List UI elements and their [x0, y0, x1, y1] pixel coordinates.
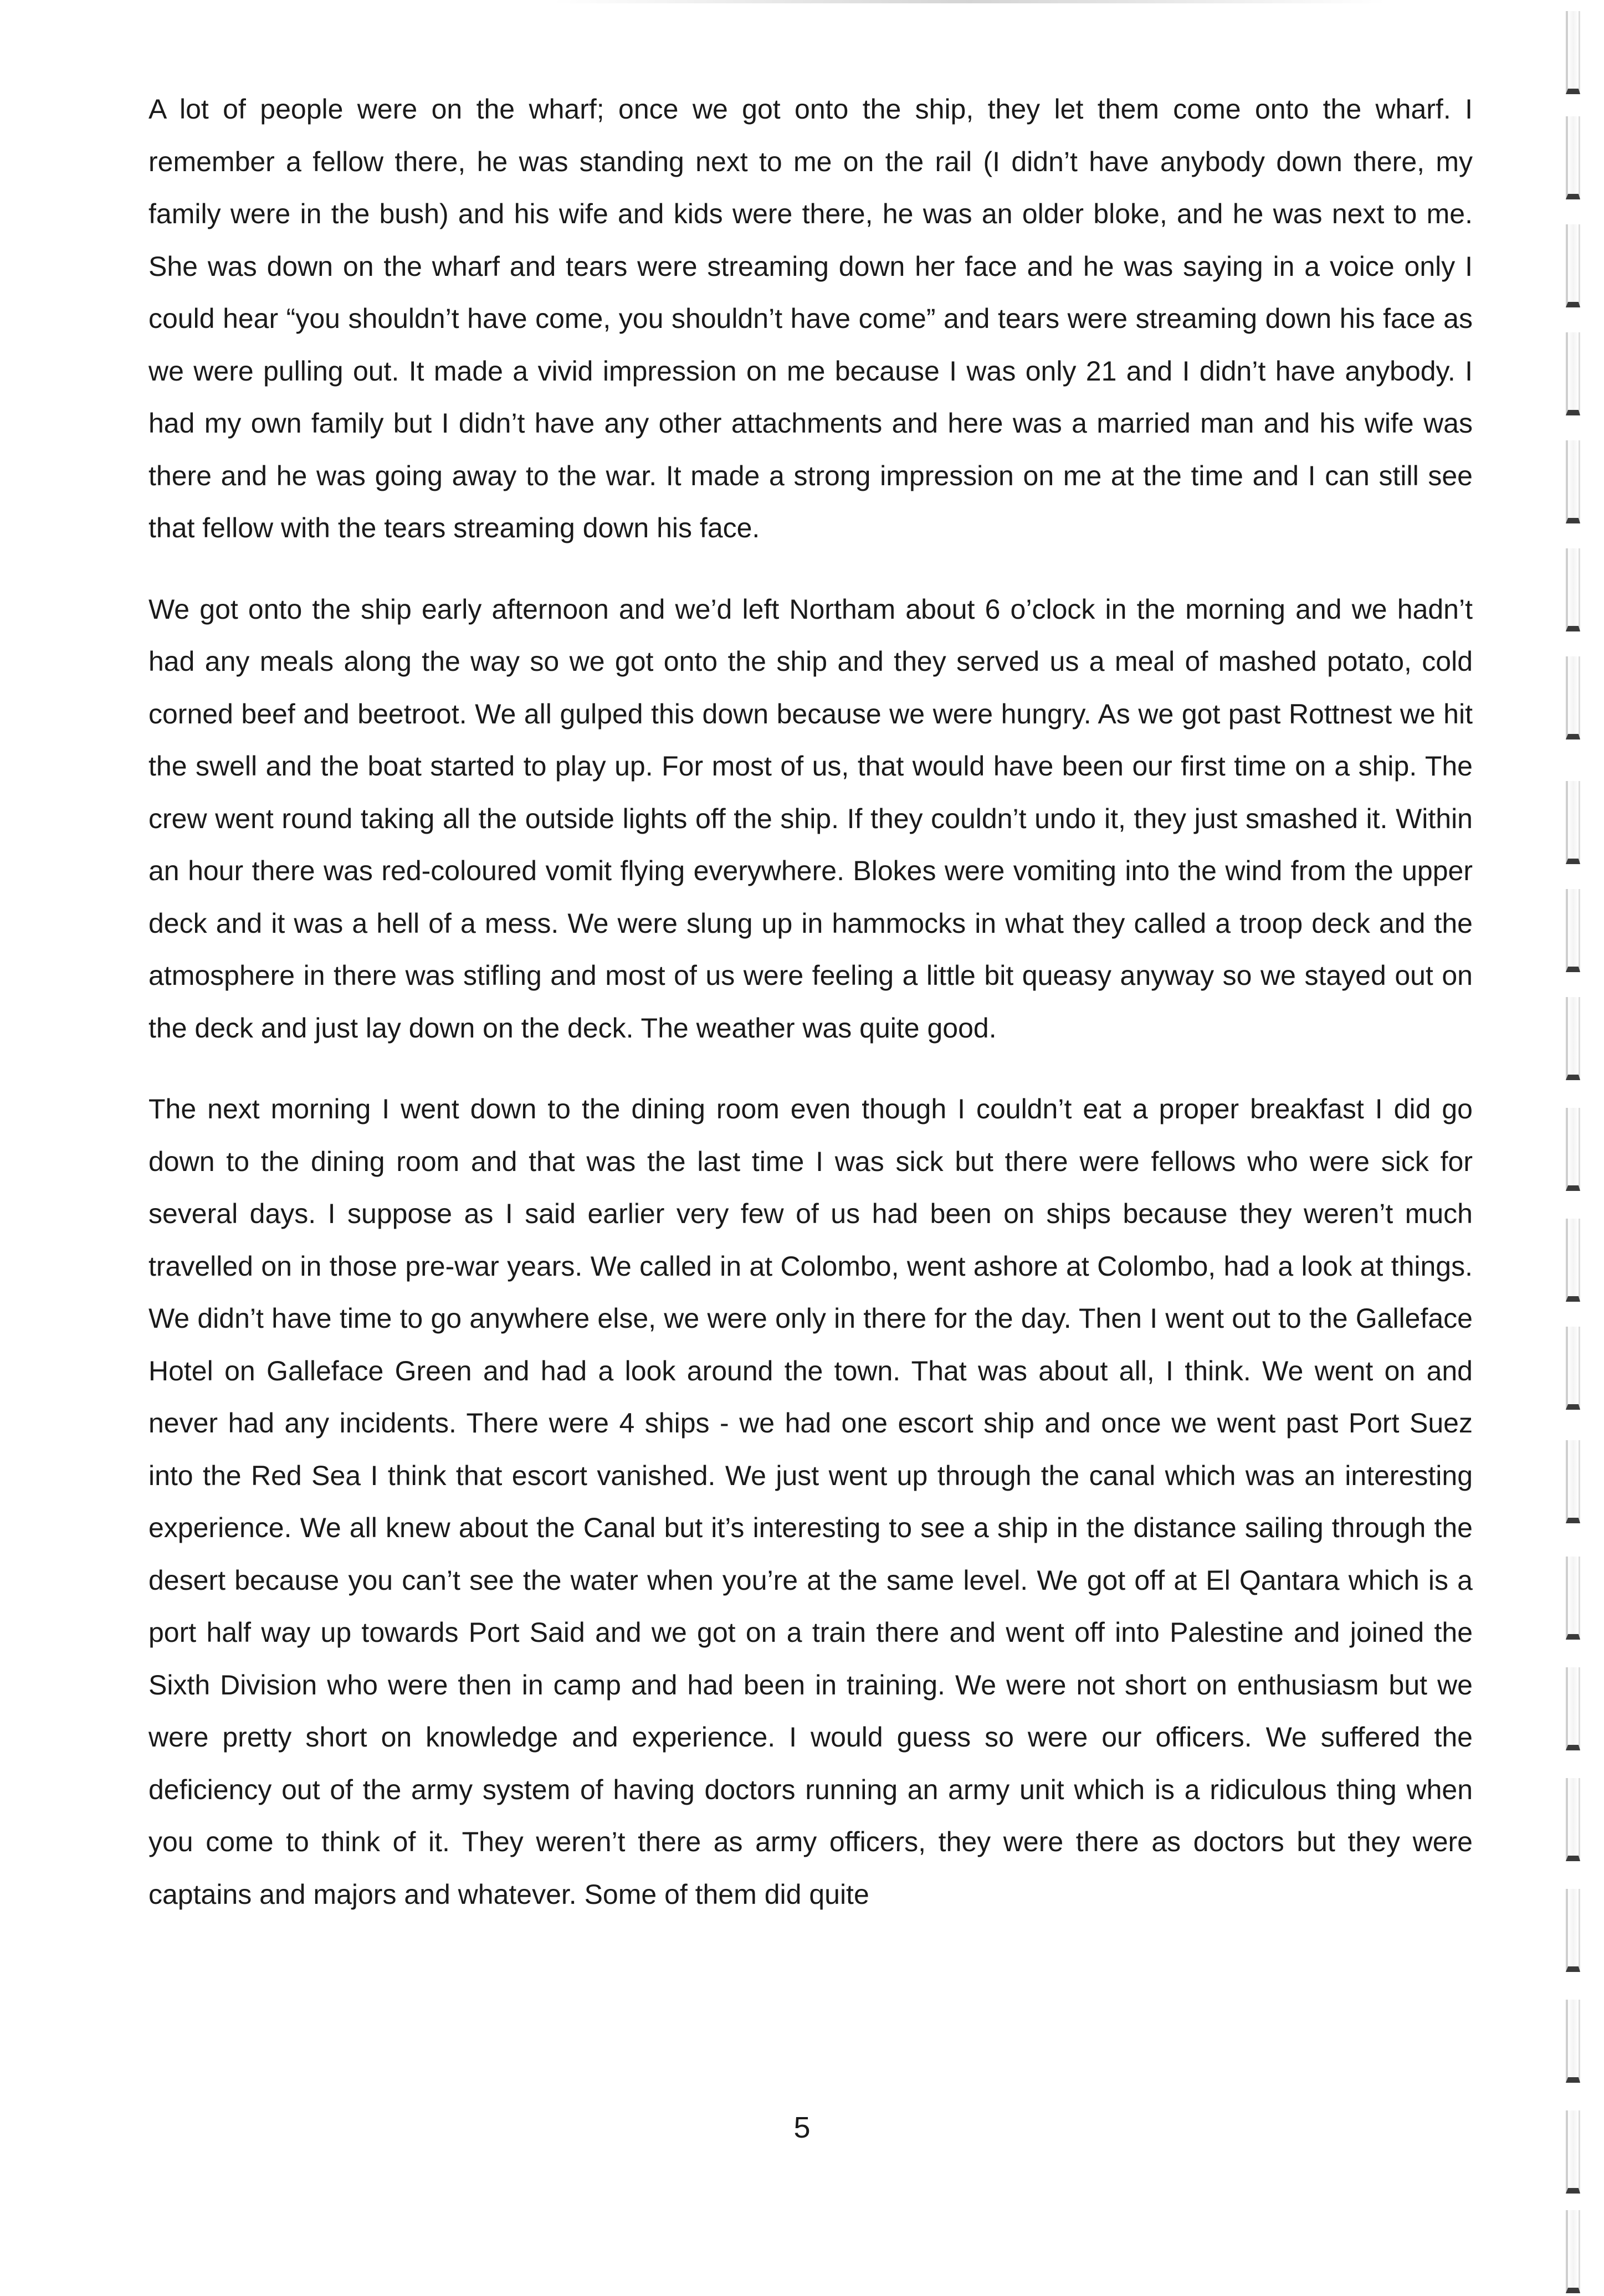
binder-holes-strip — [1558, 0, 1591, 2296]
page-number: 5 — [793, 2111, 811, 2144]
binder-hole — [1566, 1108, 1580, 1191]
binder-hole — [1566, 2210, 1580, 2293]
paragraph-ship-voyage: We got onto the ship early afternoon and we’d left Northam about 6 o’clock in the morning and we hadn’t had any meals along the way so we got onto the ship and they served us a meal of mashed potato, cold corned beef and beetroot. We all gulped this down because we were hungry. As we got past Rottnest we hit the swell and the boat started to play up. For most of us, that would have been our first time on a ship. The crew went round taking all the outside lights off the ship. If they couldn’t undo it, they just smashed it. Within an hour there was red-coloured vomit flying everywhere. Blokes were vomiting into the wind from the upper deck and it was a hell of a mess. We were slung up in hammocks in what they called a troop deck and the atmosphere in there was stifling and most of us were feeling a little bit queasy anyway so we stayed out on the deck and just lay down on the deck. The weather was quite good. — [148, 593, 1473, 1044]
binder-hole — [1566, 548, 1580, 631]
binder-hole — [1566, 1557, 1580, 1640]
binder-hole — [1566, 781, 1580, 864]
binder-hole — [1566, 332, 1580, 415]
binder-hole — [1566, 2110, 1580, 2194]
binder-hole — [1566, 1778, 1580, 1861]
binder-hole — [1566, 656, 1580, 739]
binder-hole — [1566, 889, 1580, 972]
binder-hole — [1566, 1667, 1580, 1750]
binder-hole — [1566, 440, 1580, 523]
paragraph-next-morning: The next morning I went down to the dining room even though I couldn’t eat a proper breakfast I did go down to the dining room and that was the last time I was sick but there were fellows who were sick for several days. I suppose as I said earlier very few of us had been on ships because they weren’t much travelled on in those pre-war years. We called in at Colombo, went ashore at Colombo, had a look at things. We didn’t have time to go anywhere else, we were only in there for the day. Then I went out to the Galleface Hotel on Galleface Green and had a look around the town. That was about all, I think. We went on and never had any incidents. There were 4 ships - we had one escort ship and once we went past Port Suez into the Red Sea I think that escort vanished. We just went up through the canal which was an interesting experience. We all knew about the Canal but it’s interesting to see a ship in the distance sailing through the desert because you can’t see the water when you’re at the same level. We got off at El Qantara which is a port half way up towards Port Said and we got on a train there and went off into Palestine and joined the Sixth Division who were then in camp and had been in training. We were not short on enthusiasm but we were pretty short on knowledge and experience. I would guess so were our officers. We suffered the deficiency out of the army system of having doctors running an army unit which is a ridiculous thing when you come to think of it. They weren’t there as army officers, they were there as doctors but they were captains and majors and whatever. Some of them did quite — [148, 1093, 1473, 1910]
binder-hole — [1566, 116, 1580, 199]
body-text — [148, 83, 1473, 1949]
binder-hole — [1566, 1219, 1580, 1302]
binder-hole — [1566, 1440, 1580, 1523]
binder-hole — [1566, 11, 1580, 94]
paragraph-wharf: A lot of people were on the wharf; once we got onto the ship, they let them come onto the wharf. I remember a fellow there, he was standing next to me on the rail (I didn’t have anybody down there, my family were in the bush) and his wife and kids were there, he was an older bloke, and he was next to me. She was down on the wharf and tears were streaming down her face and he was saying in a voice only I could hear “you shouldn’t have come, you shouldn’t have come” and tears were streaming down his face as we were pulling out. It made a vivid impression on me because I was only 21 and I didn’t have anybody. I had my own family but I didn’t have any other attachments and here was a married man and his wife was there and he was going away to the war. It made a strong impression on me at the time and I can still see that fellow with the tears streaming down his face. — [148, 94, 1473, 543]
binder-hole — [1566, 1327, 1580, 1410]
binder-hole — [1566, 1889, 1580, 1972]
binder-hole — [1566, 997, 1580, 1080]
scan-edge-shadow — [554, 0, 1385, 3]
binder-hole — [1566, 2000, 1580, 2083]
binder-hole — [1566, 224, 1580, 307]
